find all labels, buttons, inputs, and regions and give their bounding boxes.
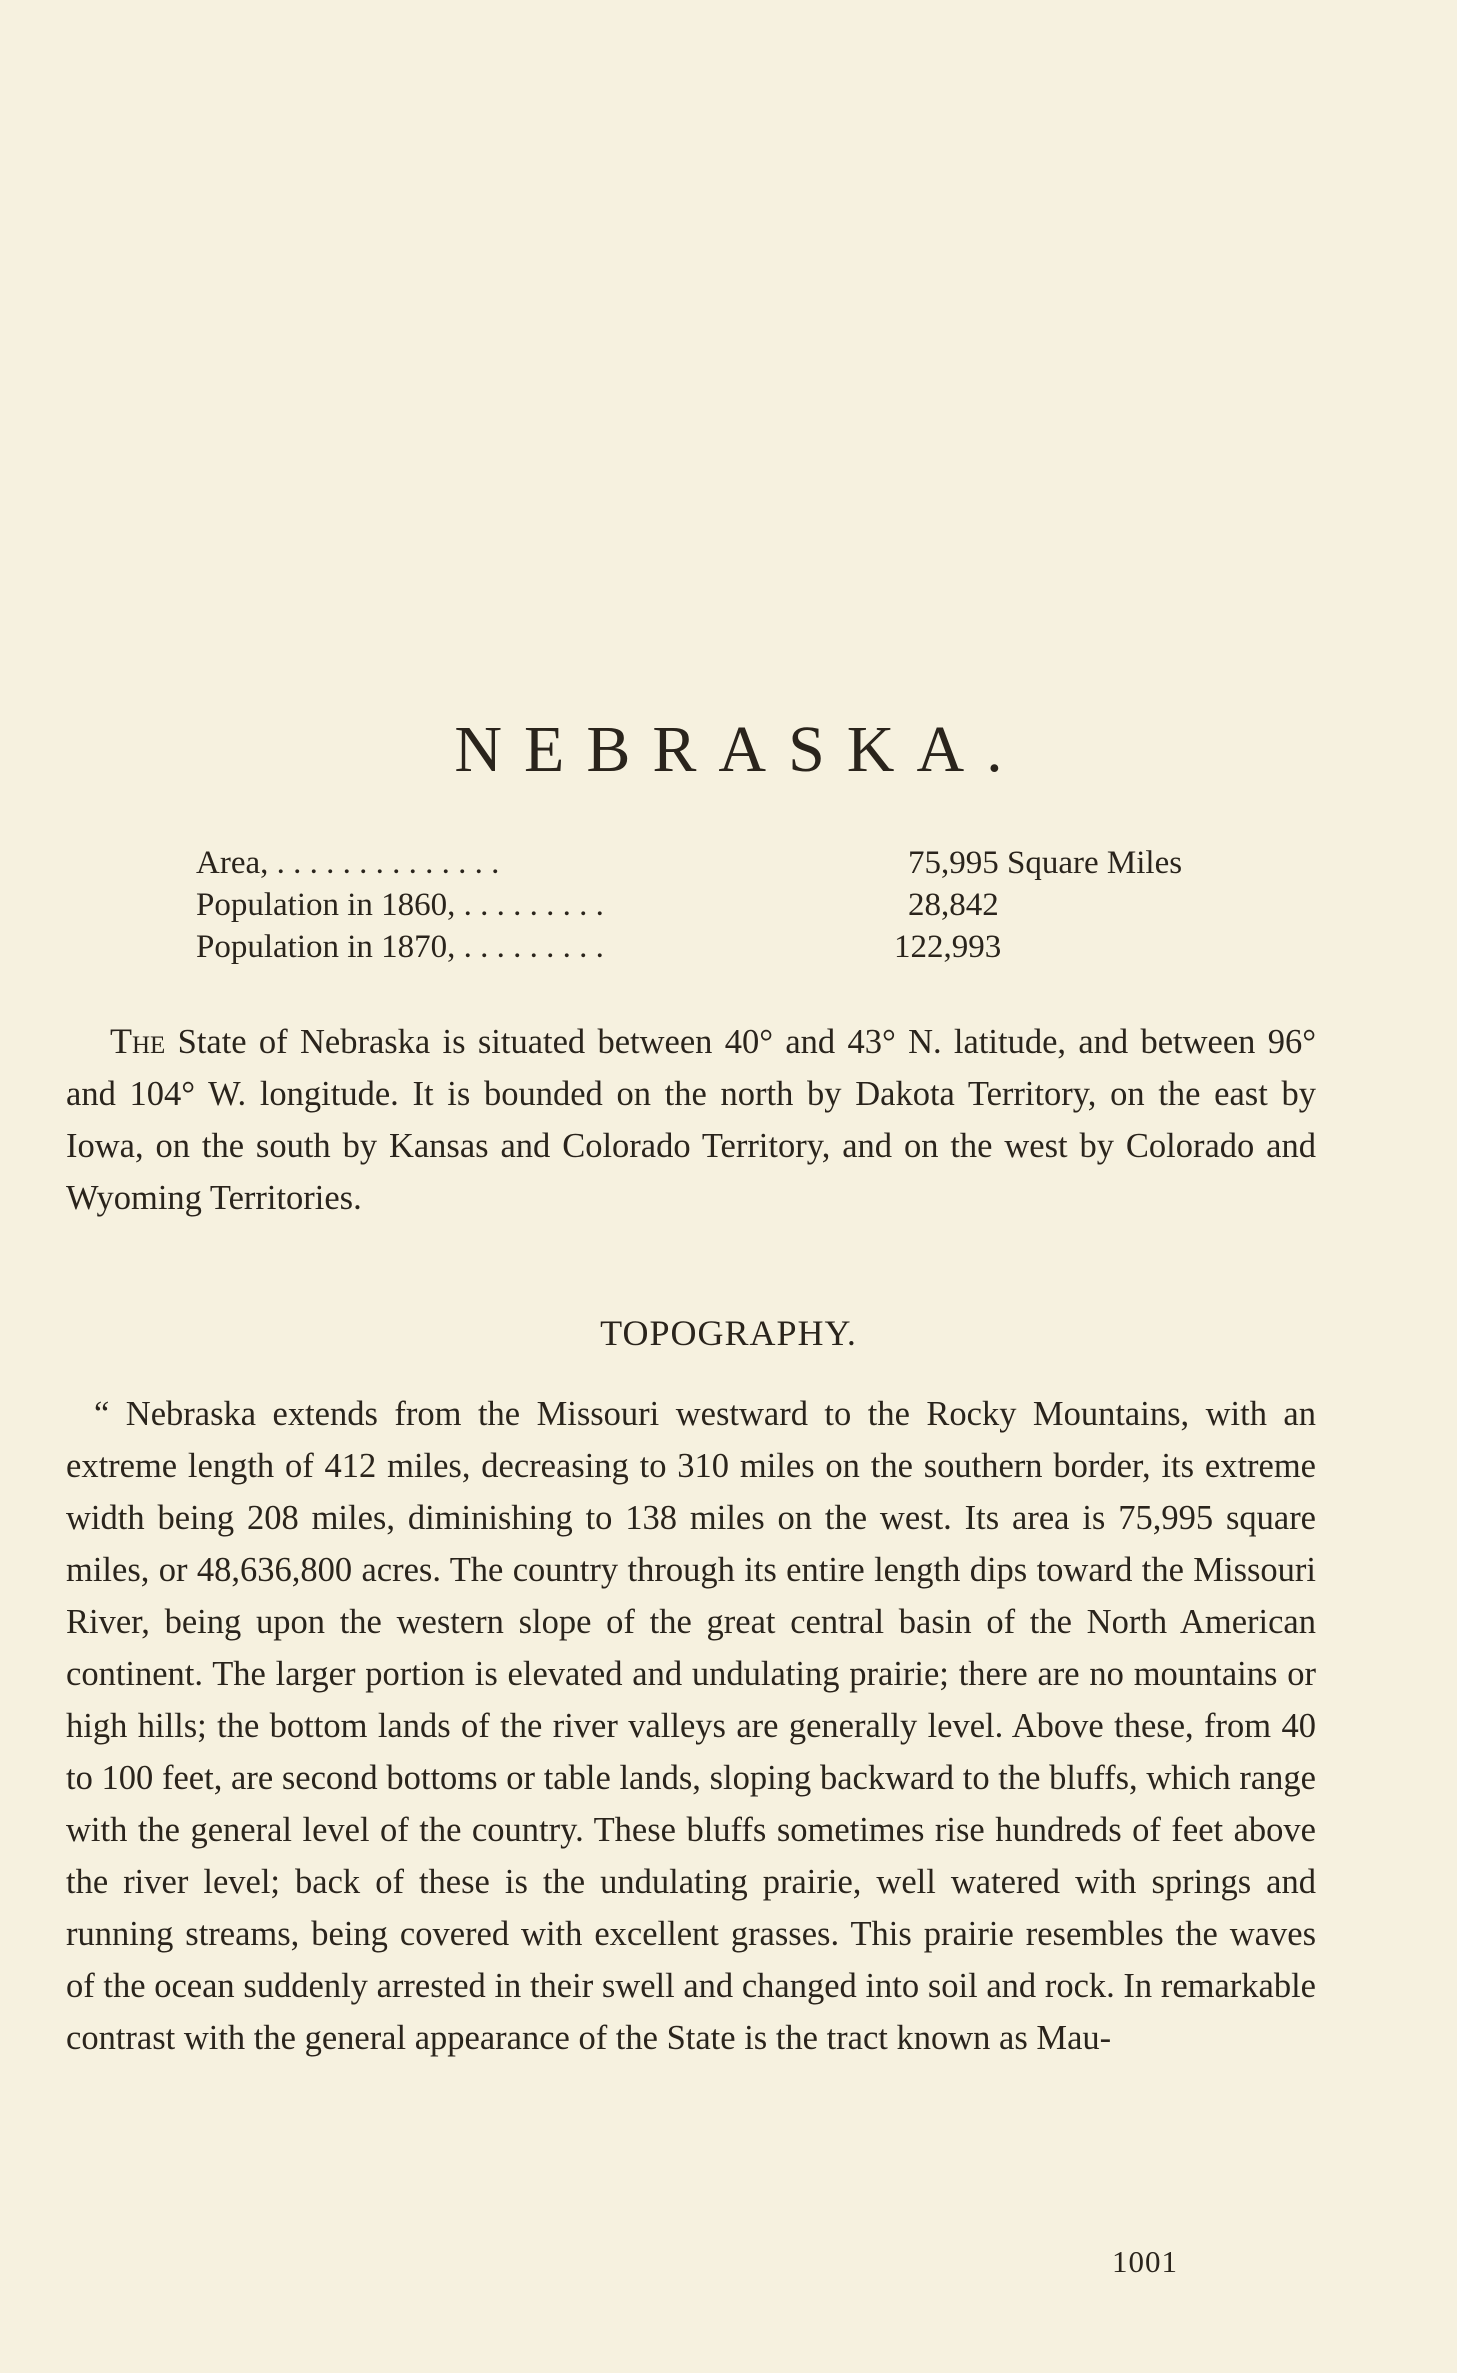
section-heading: TOPOGRAPHY. bbox=[600, 1313, 857, 1353]
stat-label: Area, . . . . . . . . . . . . . . bbox=[196, 845, 500, 881]
stat-row-area bbox=[196, 842, 1276, 884]
page-title: NEBRASKA. bbox=[454, 713, 1025, 786]
stat-label: Population in 1860, . . . . . . . . . bbox=[196, 887, 604, 923]
stat-row-population-1870 bbox=[196, 926, 1276, 968]
stat-label: Population in 1870, . . . . . . . . . bbox=[196, 929, 604, 965]
page-number: 1001 bbox=[1112, 2244, 1178, 2279]
stat-value: 28,842 bbox=[908, 887, 999, 923]
topography-paragraph: “ Nebraska extends from the Missouri westward to the Rocky Mountains, with an extreme length of 412 miles, decreasing to 310 miles on the southern border, its extreme width being 208 miles, diminishing to 138 miles on the west. Its area is 75,995 square miles, or 48,636,800 acres. The country through its entire length dips toward the Missouri River, being upon the western slope of the great central basin of the North American continent. The larger portion is elevated and undulating prairie; there are no mountains or high hills; the bottom lands of the river valleys are generally level. Above these, from 40 to 100 feet, are second bottoms or table lands, sloping backward to the bluffs, which range with the general level of the country. These bluffs sometimes rise hundreds of feet above the river level; back of these is the undulating prairie, well watered with springs and running streams, being covered with excellent grasses. This prairie resembles the waves of the ocean suddenly arrested in their swell and changed into soil and rock. In remarkable contrast with the general appearance of the State is the tract known as Mau- bbox=[66, 1395, 1316, 2057]
stat-value: 75,995 Square Miles bbox=[908, 845, 1183, 881]
stat-row-population-1860 bbox=[196, 884, 1276, 926]
intro-lead-word: The bbox=[110, 1021, 166, 1061]
statistics-table bbox=[196, 842, 1276, 968]
intro-text: State of Nebraska is situated between 40° and 43° N. latitude, and between 96° and 104° W. longitude. It is bounded on the north by Dakota Territory, on the east by Iowa, on the south by Kansas and Colorado Territory, and on the west by Colorado and Wyoming Territories. bbox=[66, 1023, 1316, 1217]
stat-value: 122,993 bbox=[894, 929, 1002, 965]
intro-paragraph bbox=[66, 1015, 1316, 1224]
